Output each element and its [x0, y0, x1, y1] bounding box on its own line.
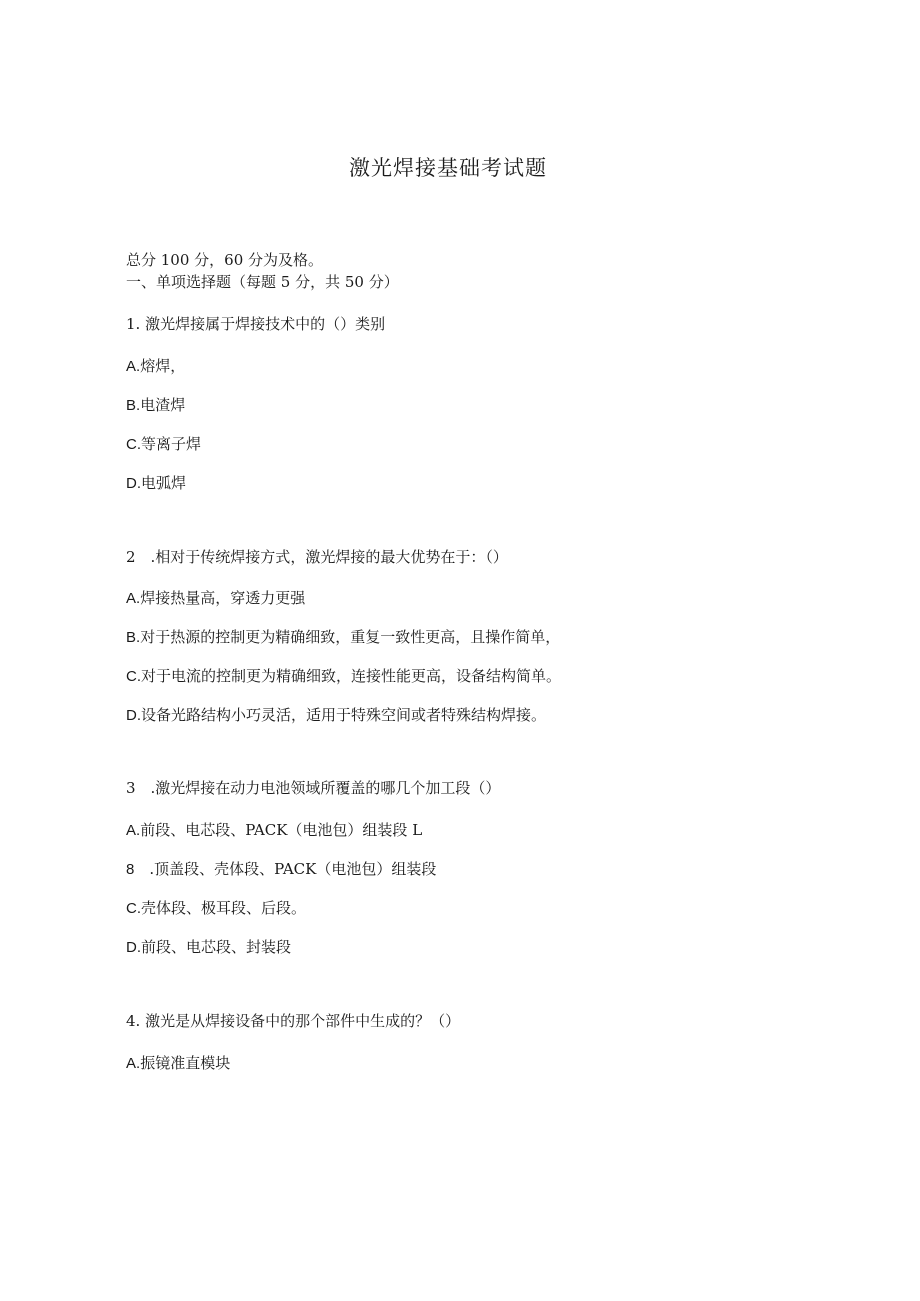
option-text: 等离子焊	[141, 435, 202, 453]
option-letter: A.	[126, 1055, 141, 1072]
option-letter: C.	[126, 668, 141, 685]
option-text: 壳体段、极耳段、后段。	[141, 899, 307, 917]
option-text: 前段、电芯段、PACK（电池包）组装段 L	[140, 821, 423, 839]
option-text: 对于电流的控制更为精确细致，连接性能更高，设备结构简单。	[141, 667, 562, 685]
option-text: 设备光路结构小巧灵活，适用于特殊空间或者特殊结构焊接。	[141, 706, 547, 724]
option-letter: C.	[126, 436, 141, 453]
question-2-option-a	[126, 588, 305, 609]
option-letter: B.	[126, 629, 141, 646]
question-2-option-b	[126, 627, 560, 648]
exam-title: 激光焊接基础考试题	[349, 156, 547, 180]
option-letter: 8	[126, 861, 150, 878]
option-text: 前段、电芯段、封装段	[141, 938, 292, 956]
section-heading: 一、单项选择题（每题 5 分，共 50 分）	[126, 273, 399, 291]
question-1-option-a	[126, 356, 185, 377]
option-text: 焊接热量高，穿透力更强	[140, 589, 306, 607]
option-letter: D.	[126, 939, 141, 956]
option-letter: A.	[126, 822, 141, 839]
question-3-option-c	[126, 898, 306, 919]
question-1-option-d	[126, 473, 186, 494]
question-3-stem: 3 .激光焊接在动力电池领域所覆盖的哪几个加工段（）	[126, 779, 501, 797]
question-3-option-b	[126, 859, 436, 880]
question-4-stem: 4. 激光是从焊接设备中的那个部件中生成的？（）	[126, 1012, 461, 1030]
option-letter: B.	[126, 397, 141, 414]
question-1-option-b	[126, 395, 185, 416]
option-letter: C.	[126, 900, 141, 917]
option-text: .顶盖段、壳体段、PACK（电池包）组装段	[149, 860, 437, 878]
question-3-option-d	[126, 937, 291, 958]
question-4-option-a	[126, 1053, 230, 1074]
option-letter: D.	[126, 475, 141, 492]
question-1-stem: 1. 激光焊接属于焊接技术中的（）类别	[126, 315, 386, 333]
option-letter: A.	[126, 358, 141, 375]
question-2-option-c	[126, 666, 561, 687]
option-letter: A.	[126, 590, 141, 607]
option-text: 对于热源的控制更为精确细致，重复一致性更高，且操作简单，	[140, 628, 561, 646]
question-2-option-d	[126, 705, 546, 726]
option-text: 熔焊，	[140, 357, 186, 375]
question-2-stem: 2 .相对于传统焊接方式，激光焊接的最大优势在于：（）	[126, 548, 508, 566]
option-text: 电弧焊	[141, 474, 187, 492]
question-1-option-c	[126, 434, 201, 455]
option-text: 振镜准直模块	[140, 1054, 231, 1072]
option-text: 电渣焊	[140, 396, 186, 414]
question-3-option-a	[126, 820, 422, 841]
option-letter: D.	[126, 707, 141, 724]
score-note: 总分 100 分，60 分为及格。	[126, 251, 324, 269]
